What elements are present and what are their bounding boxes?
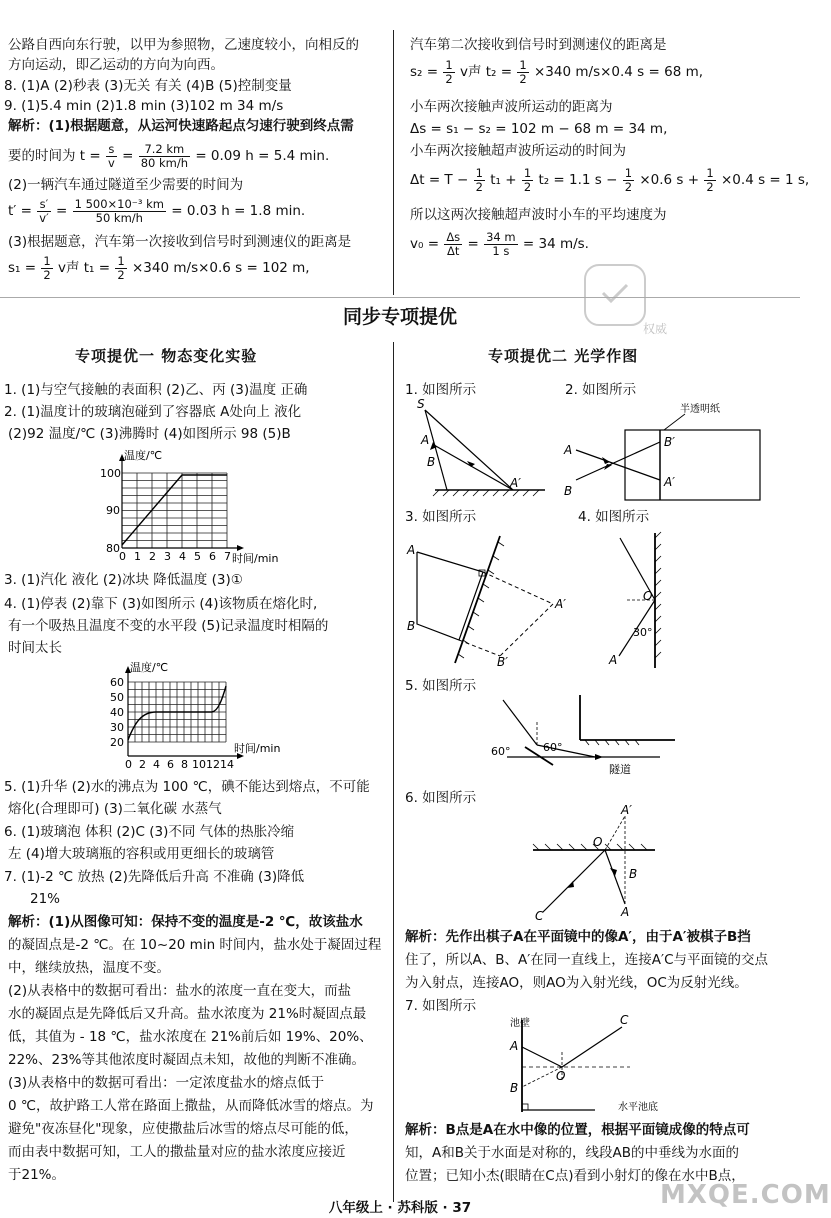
figure-label: 5. 如图所示 bbox=[405, 678, 477, 694]
x-tick: 10 bbox=[192, 758, 206, 771]
text-line: 而由表中数据可知，工人的撒盐量对应的盐水浓度应接近 bbox=[8, 1144, 346, 1160]
svg-text:A′: A′ bbox=[555, 597, 566, 611]
svg-text:60°: 60° bbox=[491, 745, 511, 758]
x-tick: 8 bbox=[181, 758, 188, 771]
text-line: (3)根据题意，汽车第一次接收到信号时到测速仪的距离是 bbox=[8, 234, 352, 250]
y-tick: 60 bbox=[110, 676, 124, 689]
text-line: 22%、23%等其他浓度时凝固点未知，故他的判断不准确。 bbox=[8, 1052, 366, 1068]
svg-text:60°: 60° bbox=[543, 741, 563, 754]
diagram-7 bbox=[500, 1012, 690, 1112]
svg-text:半透明纸: 半透明纸 bbox=[680, 404, 720, 415]
text-line: (2)从表格中的数据可看出：盐水的浓度一直在变大，而盐 bbox=[8, 983, 352, 999]
svg-text:水平池底: 水平池底 bbox=[618, 1102, 658, 1113]
text-line: (2)92 温度/℃ (3)沸腾时 (4)如图所示 98 (5)B bbox=[8, 426, 291, 442]
temperature-curve bbox=[122, 475, 227, 545]
svg-text:B: B bbox=[427, 455, 436, 469]
text-line: 小车两次接触声波所运动的距离为 bbox=[410, 99, 613, 115]
x-tick: 6 bbox=[209, 550, 216, 563]
answer-3: 3. (1)汽化 液化 (2)冰块 降低温度 (3)① bbox=[4, 572, 243, 588]
x-tick: 4 bbox=[179, 550, 186, 563]
text-line: 21% bbox=[30, 891, 61, 907]
figure-label: 6. 如图所示 bbox=[405, 790, 477, 806]
text-line: 避免"夜冻昼化"现象，应使撒盐后冰雪的熔点尽可能的低， bbox=[8, 1121, 358, 1137]
y-tick: 20 bbox=[110, 736, 124, 749]
text-line: 有一个吸热且温度不变的水平段 (5)记录温度时相隔的 bbox=[8, 618, 329, 634]
svg-text:30°: 30° bbox=[633, 626, 653, 639]
diagram-2 bbox=[560, 400, 770, 505]
answer-1: 1. (1)与空气接触的表面积 (2)乙、丙 (3)温度 正确 bbox=[4, 382, 308, 398]
y-tick: 30 bbox=[110, 721, 124, 734]
svg-text:A: A bbox=[407, 543, 416, 557]
text-line: 方向运动，即乙运动的方向为向西。 bbox=[8, 57, 224, 73]
y-tick: 50 bbox=[110, 691, 124, 704]
text-line: Δs = s₁ − s₂ = 102 m − 68 m = 34 m, bbox=[410, 121, 668, 137]
svg-text:权威: 权威 bbox=[643, 322, 668, 336]
answer-6: 6. (1)玻璃泡 体积 (2)C (3)不同 气体的热胀冷缩 bbox=[4, 824, 295, 840]
svg-text:A′: A′ bbox=[510, 476, 521, 490]
formula-line: 要的时间为 t = $\frac{s}{v}$ = $\frac{7.2 km}{80 km/h}$ = 0.09 h = 5.4 min. bbox=[8, 141, 330, 170]
formula-line: s₂ = $\frac{1}{2}$ v声 t₂ = $\frac{1}{2}$ ×340 m/s×0.4 s = 68 m, bbox=[410, 57, 704, 86]
svg-text:A′: A′ bbox=[621, 803, 632, 817]
text-line: 中，继续放热，温度不变。 bbox=[8, 960, 170, 976]
formula-line: v₀ = $\frac{\Delta s}{\Delta t}$ = $\frac{34 m}{1 s}$ = 34 m/s. bbox=[410, 229, 589, 258]
answer-5: 5. (1)升华 (2)水的沸点为 100 ℃，碘不能达到熔点，不可能 bbox=[4, 779, 370, 795]
answer-2: 2. (1)温度计的玻璃泡碰到了容器底 A处向上 液化 bbox=[4, 404, 302, 420]
y-tick: 80 bbox=[106, 542, 120, 555]
svg-text:B′: B′ bbox=[497, 655, 508, 669]
text-line: 左 (4)增大玻璃瓶的容积或用更细长的玻璃管 bbox=[8, 846, 275, 862]
formula-line: Δt = T − $\frac{1}{2}$ t₁ + $\frac{1}{2}$ t₂ = 1.1 s − $\frac{1}{2}$ ×0.6 s + $\frac{1}{2}$ ×0.4 s = 1 s, bbox=[410, 165, 810, 194]
text-line: 时间太长 bbox=[8, 640, 62, 656]
svg-text:A′: A′ bbox=[664, 475, 675, 489]
analysis-line: 解析：(1)根据题意，从运河快速路起点匀速行驶到终点需 bbox=[8, 118, 354, 134]
text-line: 小车两次接触超声波所运动的时间为 bbox=[410, 143, 626, 159]
x-tick: 4 bbox=[153, 758, 160, 771]
svg-text:C: C bbox=[535, 909, 544, 923]
text-line: 的凝固点是-2 ℃。在 10~20 min 时间内，盐水处于凝固过程 bbox=[8, 937, 382, 953]
formula-line: t′ = $\frac{s'}{v'}$ = $\frac{\text{1 500×10⁻³ km}}{50 km/h}$ = 0.03 h = 1.8 min. bbox=[8, 196, 306, 225]
melting-graph bbox=[100, 660, 300, 770]
site-watermark: MXQE.COM bbox=[660, 1180, 831, 1210]
diagram-1 bbox=[405, 397, 555, 500]
x-tick: 3 bbox=[164, 550, 171, 563]
figure-label: 3. 如图所示 bbox=[405, 509, 477, 525]
svg-text:B: B bbox=[629, 867, 638, 881]
text-line: 知，A和B关于水面是对称的，线段AB的中垂线为水面的 bbox=[405, 1145, 739, 1161]
text-line: 所以这两次接触超声波时小车的平均速度为 bbox=[410, 207, 667, 223]
x-tick: 1 bbox=[134, 550, 141, 563]
svg-text:O: O bbox=[556, 1069, 566, 1083]
x-axis-label: 时间/min bbox=[234, 742, 281, 755]
left-section-heading: 专项提优一 物态变化实验 bbox=[75, 347, 258, 365]
svg-text:池壁: 池壁 bbox=[510, 1018, 530, 1029]
svg-text:隧道: 隧道 bbox=[609, 763, 631, 776]
svg-text:O: O bbox=[643, 589, 653, 603]
svg-text:A: A bbox=[621, 905, 630, 919]
y-tick: 100 bbox=[100, 467, 121, 480]
text-line: 水的凝固点是先降低后又升高。盐水浓度为 21%时凝固点最 bbox=[8, 1006, 367, 1022]
text-line: 汽车第二次接收到信号时到测速仪的距离是 bbox=[410, 37, 667, 53]
svg-text:O: O bbox=[593, 835, 603, 849]
section-title: 同步专项提优 bbox=[342, 306, 457, 328]
diagram-3 bbox=[405, 528, 575, 673]
x-tick: 6 bbox=[167, 758, 174, 771]
x-tick: 14 bbox=[220, 758, 234, 771]
text-line: (3)从表格中的数据可看出：一定浓度盐水的熔点低于 bbox=[8, 1075, 325, 1091]
x-tick: 2 bbox=[149, 550, 156, 563]
answer-4: 4. (1)停表 (2)靠下 (3)如图所示 (4)该物质在熔化时, bbox=[4, 596, 318, 612]
x-axis-label: 时间/min bbox=[232, 552, 279, 565]
y-tick: 40 bbox=[110, 706, 124, 719]
svg-text:B′: B′ bbox=[664, 435, 675, 449]
boiling-graph bbox=[100, 448, 300, 563]
svg-text:C: C bbox=[620, 1013, 629, 1027]
right-section-heading: 专项提优二 光学作图 bbox=[488, 347, 639, 365]
svg-text:B: B bbox=[407, 619, 416, 633]
text-line: 为入射点，连接AO，则AO为入射光线，OC为反射光线。 bbox=[405, 975, 748, 991]
analysis-line: 解析：(1)从图像可知：保持不变的温度是-2 ℃，故该盐水 bbox=[8, 914, 363, 930]
text-line: 住了，所以A、B、A′在同一直线上，连接A′C与平面镜的交点 bbox=[405, 952, 769, 968]
text-line: 低，其值为 - 18 ℃，盐水浓度在 21%前后如 19%、20%、 bbox=[8, 1029, 373, 1045]
analysis-line: 解析：先作出棋子A在平面镜中的像A′，由于A′被棋子B挡 bbox=[405, 929, 751, 945]
diagram-6 bbox=[525, 803, 665, 923]
svg-text:A: A bbox=[609, 653, 618, 667]
y-axis-label: 温度/℃ bbox=[124, 449, 163, 462]
answer-8: 8. (1)A (2)秒表 (3)无关 有关 (4)B (5)控制变量 bbox=[4, 78, 292, 94]
column-divider bbox=[393, 30, 394, 295]
diagram-5 bbox=[485, 695, 685, 775]
svg-text:A: A bbox=[510, 1039, 519, 1053]
text-line: 0 ℃，故护路工人常在路面上撒盐，从而降低冰雪的熔点。为 bbox=[8, 1098, 374, 1114]
x-tick: 0 bbox=[119, 550, 126, 563]
x-tick: 0 bbox=[125, 758, 132, 771]
formula-line: s₁ = $\frac{1}{2}$ v声 t₁ = $\frac{1}{2}$ ×340 m/s×0.6 s = 102 m, bbox=[8, 253, 310, 282]
x-tick: 2 bbox=[139, 758, 146, 771]
column-divider bbox=[393, 342, 394, 1202]
svg-text:B: B bbox=[510, 1081, 519, 1095]
figure-label: 2. 如图所示 bbox=[565, 382, 637, 398]
text-line: 于21%。 bbox=[8, 1167, 66, 1183]
answer-7: 7. (1)-2 ℃ 放热 (2)先降低后升高 不准确 (3)降低 bbox=[4, 869, 305, 885]
section-rule bbox=[0, 297, 800, 298]
answer-9: 9. (1)5.4 min (2)1.8 min (3)102 m 34 m/s bbox=[4, 98, 284, 114]
text-line: (2)一辆汽车通过隧道至少需要的时间为 bbox=[8, 177, 244, 193]
svg-text:A: A bbox=[421, 433, 430, 447]
svg-text:B: B bbox=[564, 484, 573, 498]
figure-label: 1. 如图所示 bbox=[405, 382, 477, 398]
stamp-watermark bbox=[565, 255, 685, 345]
x-tick: 5 bbox=[194, 550, 201, 563]
svg-text:A: A bbox=[564, 443, 573, 457]
text-line: 公路自西向东行驶，以甲为参照物，乙速度较小，向相反的 bbox=[8, 37, 359, 53]
svg-text:S: S bbox=[417, 397, 425, 411]
diagram-4 bbox=[605, 528, 685, 673]
figure-label: 7. 如图所示 bbox=[405, 998, 477, 1014]
page-footer: 八年级上 · 苏科版 · 37 bbox=[328, 1200, 472, 1216]
figure-label: 4. 如图所示 bbox=[578, 509, 650, 525]
text-line: 熔化(合理即可) (3)二氧化碳 水蒸气 bbox=[8, 801, 222, 817]
analysis-line: 解析：B点是A在水中像的位置，根据平面镜成像的特点可 bbox=[405, 1122, 750, 1138]
text-line: 位置；已知小杰(眼睛在C点)看到小射灯的像在水中B点， bbox=[405, 1168, 745, 1184]
y-tick: 90 bbox=[106, 504, 120, 517]
x-tick: 7 bbox=[224, 550, 231, 563]
y-axis-label: 温度/℃ bbox=[130, 661, 169, 674]
x-tick: 12 bbox=[206, 758, 220, 771]
